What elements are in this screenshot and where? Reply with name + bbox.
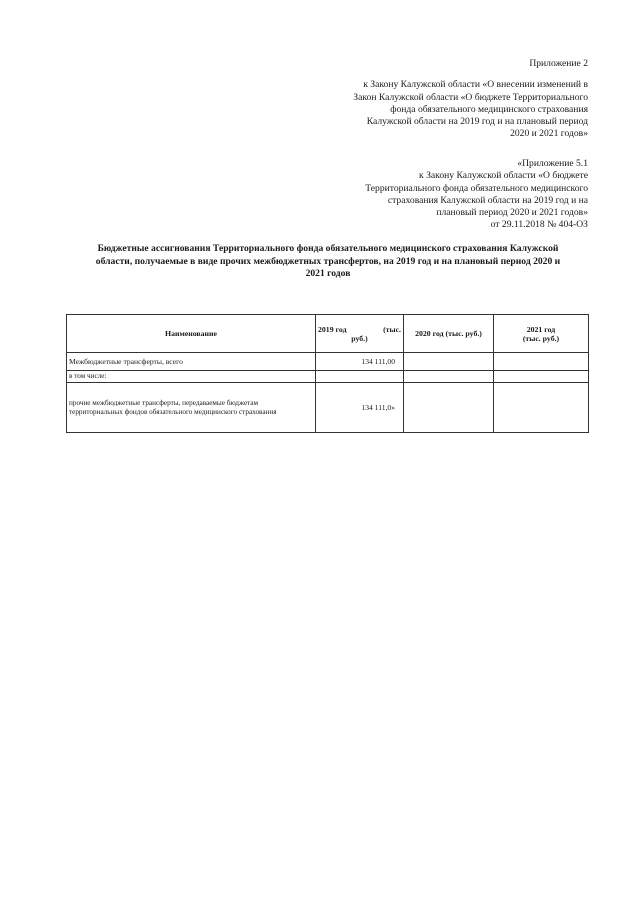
header-name: Наименование	[67, 315, 316, 353]
budget-table	[66, 314, 589, 433]
annex-line: к Закону Калужской области «О внесении изменений в	[363, 79, 588, 91]
header-2020: 2020 год (тыс. руб.)	[404, 315, 494, 353]
annex-line: плановый период 2020 и 2021 годов»	[436, 207, 588, 219]
cell-2019: 134 111,00	[316, 353, 404, 371]
cell-2021	[494, 353, 589, 371]
annex-line: Калужской области на 2019 год и на плановый период	[366, 116, 588, 128]
annex-header-2	[288, 58, 588, 141]
cell-2020	[404, 353, 494, 371]
annex-line: от 29.11.2018 № 404-ОЗ	[490, 219, 588, 231]
annex-line: 2020 и 2021 годов»	[510, 128, 588, 140]
table-row	[67, 353, 589, 371]
cell-2019: 134 111,0»	[316, 383, 404, 433]
header-2019-unit-end: руб.)	[351, 333, 368, 343]
cell-2021	[494, 371, 589, 383]
title-line: Бюджетные ассигнования Территориального фонда обязательного медицинского страхования Калужской	[97, 243, 559, 254]
header-2021-year: 2021 год	[526, 324, 556, 334]
document-title	[70, 243, 586, 281]
header-2019	[316, 315, 404, 353]
header-2021	[494, 315, 589, 353]
title-line: области, получаемые в виде прочих межбюджетных трансфертов, на 2019 год и на плановый период 2020 и	[95, 255, 561, 267]
cell-name: в том числе:	[67, 371, 316, 383]
header-2019-unit: (тыс.	[383, 324, 401, 334]
cell-2019	[316, 371, 404, 383]
annex-line: фонда обязательного медицинского страхования	[390, 103, 588, 115]
annex-title: «Приложение 5.1	[517, 158, 588, 169]
cell-2020	[404, 383, 494, 433]
annex-title: Приложение 2	[529, 58, 588, 69]
header-2019-year: 2019 год	[318, 324, 347, 334]
cell-name: Межбюджетные трансферты, всего	[67, 353, 316, 371]
annex-line: Территориального фонда обязательного медицинского	[365, 182, 588, 194]
header-2021-unit: (тыс. руб.)	[522, 333, 560, 343]
cell-2021	[494, 383, 589, 433]
cell-2020	[404, 371, 494, 383]
table-row	[67, 383, 589, 433]
annex-line: к Закону Калужской области «О бюджете	[419, 170, 588, 182]
cell-name: прочие межбюджетные трансферты, передаваемые бюджетам территориальных фондов обязательного медицинского страхования	[67, 383, 316, 433]
annex-header-5-1	[288, 158, 588, 232]
table-row	[67, 371, 589, 383]
annex-line: страхования Калужской области на 2019 год и на	[387, 194, 588, 206]
annex-line: Закон Калужской области «О бюджете Территориального	[353, 91, 588, 103]
title-line: 2021 годов	[305, 268, 351, 280]
table-header-row	[67, 315, 589, 353]
